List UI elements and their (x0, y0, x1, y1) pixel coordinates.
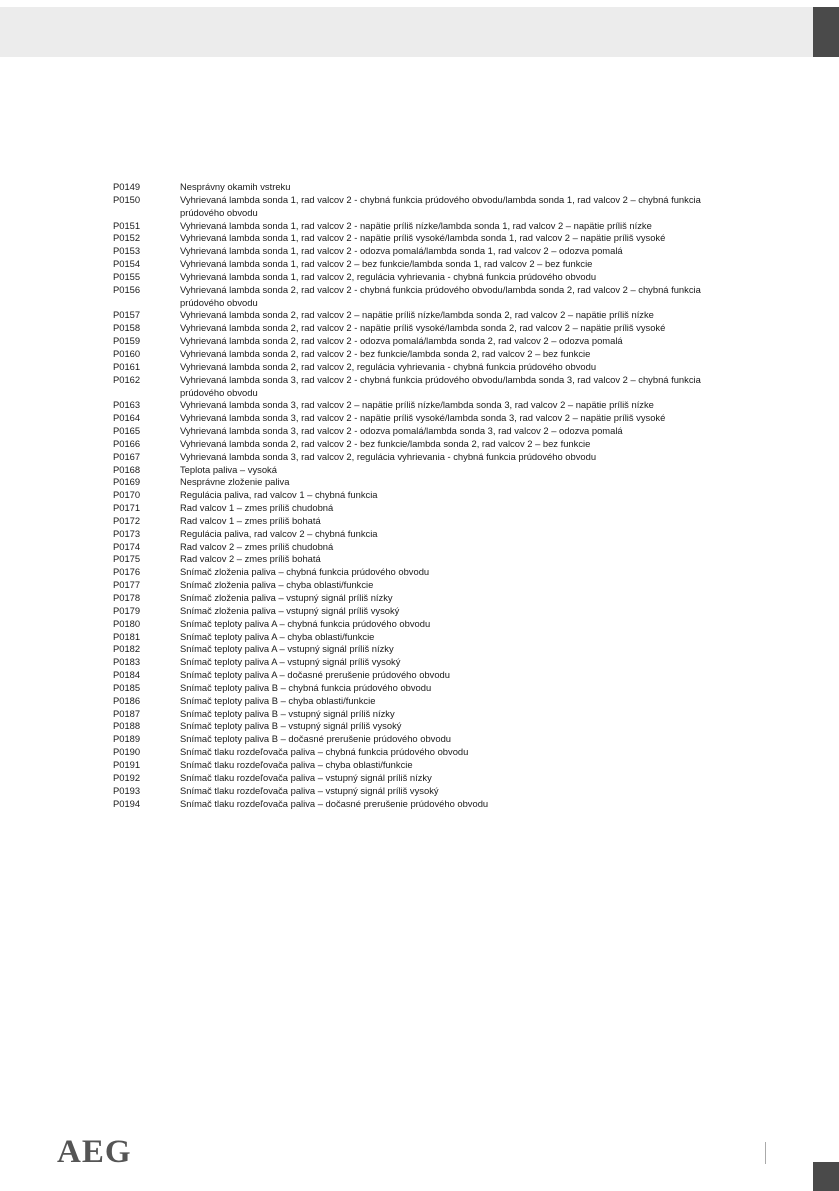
footer-divider (765, 1142, 766, 1164)
error-description: Vyhrievaná lambda sonda 1, rad valcov 2, regulácia vyhrievania - chybná funkcia prúdového obvodu (180, 270, 597, 282)
error-code: P0179 (113, 604, 141, 616)
code-row (113, 528, 743, 541)
error-description: Regulácia paliva, rad valcov 1 – chybná funkcia (180, 489, 378, 501)
error-description: Vyhrievaná lambda sonda 2, rad valcov 2 – napätie príliš nízke/lambda sonda 2, rad valcov 2 – napätie príliš nízke (180, 309, 654, 321)
code-row (113, 464, 743, 477)
error-code: P0194 (113, 797, 141, 809)
code-row (113, 322, 743, 335)
error-description: Snímač tlaku rozdeľovača paliva – vstupný signál príliš vysoký (180, 784, 439, 796)
error-description: Snímač tlaku rozdeľovača paliva – vstupný signál príliš nízky (180, 771, 432, 783)
error-description: Snímač zloženia paliva – vstupný signál príliš nízky (180, 592, 393, 603)
code-row (113, 695, 743, 708)
code-row (113, 284, 743, 310)
error-description: Vyhrievaná lambda sonda 3, rad valcov 2 - odozva pomalá/lambda sonda 3, rad valcov 2 – odozva pomalá (180, 425, 623, 437)
error-code: P0161 (113, 360, 141, 372)
code-row (113, 682, 743, 695)
code-row (113, 476, 743, 489)
error-description: Vyhrievaná lambda sonda 1, rad valcov 2 - napätie príliš nízke/lambda sonda 1, rad valcov 2 – napätie príliš nízke (180, 219, 652, 231)
error-code: P0183 (113, 656, 141, 668)
error-code: P0191 (113, 758, 141, 770)
code-row (113, 412, 743, 425)
error-code: P0184 (113, 669, 141, 681)
code-row (113, 309, 743, 322)
code-row (113, 181, 743, 194)
error-description: Vyhrievaná lambda sonda 1, rad valcov 2 - chybná funkcia prúdového obvodu/lambda sonda 1, rad valcov 2 – chybná funkcia prúdového obvodu (180, 193, 701, 218)
code-row (113, 631, 743, 644)
error-code: P0177 (113, 579, 141, 591)
error-description: Rad valcov 2 – zmes príliš bohatá (180, 553, 321, 565)
error-code: P0150 (113, 193, 141, 205)
code-row (113, 232, 743, 245)
error-description: Snímač teploty paliva B – dočasné prerušenie prúdového obvodu (180, 733, 452, 745)
error-code: P0159 (113, 335, 141, 347)
error-code: P0186 (113, 694, 141, 706)
error-code: P0158 (113, 322, 141, 334)
code-row (113, 746, 743, 759)
error-code: P0155 (113, 270, 141, 282)
error-code: P0170 (113, 489, 141, 501)
error-code: P0149 (113, 181, 141, 192)
error-description: Snímač tlaku rozdeľovača paliva – dočasné prerušenie prúdového obvodu (180, 797, 489, 809)
error-code: P0187 (113, 707, 141, 719)
code-row (113, 541, 743, 554)
code-row (113, 605, 743, 618)
error-code: P0178 (113, 592, 141, 603)
code-row (113, 425, 743, 438)
error-code: P0174 (113, 540, 141, 552)
code-row (113, 451, 743, 464)
error-description: Vyhrievaná lambda sonda 3, rad valcov 2, regulácia vyhrievania - chybná funkcia prúdového obvodu (180, 450, 597, 462)
code-row (113, 656, 743, 669)
error-code: P0181 (113, 630, 141, 642)
error-description: Vyhrievaná lambda sonda 2, rad valcov 2 - bez funkcie/lambda sonda 2, rad valcov 2 – bez funkcie (180, 437, 591, 449)
code-row (113, 553, 743, 566)
error-code: P0182 (113, 643, 141, 655)
error-description: Vyhrievaná lambda sonda 2, rad valcov 2 - bez funkcie/lambda sonda 2, rad valcov 2 – bez funkcie (180, 347, 591, 359)
error-description: Snímač teploty paliva A – chyba oblasti/funkcie (180, 630, 375, 642)
error-description: Vyhrievaná lambda sonda 2, rad valcov 2 - chybná funkcia prúdového obvodu/lambda sonda 2, rad valcov 2 – chybná funkcia prúdového obvodu (180, 283, 701, 308)
error-description: Snímač zloženia paliva – vstupný signál príliš vysoký (180, 604, 400, 616)
code-row (113, 194, 743, 220)
code-row (113, 798, 743, 811)
code-row (113, 785, 743, 798)
error-code: P0160 (113, 347, 141, 359)
corner-tab-bottom (813, 1162, 839, 1191)
error-description: Snímač teploty paliva B – chybná funkcia prúdového obvodu (180, 681, 432, 693)
error-code: P0180 (113, 617, 141, 629)
error-code: P0156 (113, 283, 141, 295)
error-code: P0189 (113, 733, 141, 745)
code-row (113, 618, 743, 631)
error-code: P0152 (113, 232, 141, 244)
error-description: Vyhrievaná lambda sonda 3, rad valcov 2 - napätie príliš vysoké/lambda sonda 3, rad valcov 2 – napätie príliš vysoké (180, 412, 666, 424)
code-row (113, 720, 743, 733)
error-description: Vyhrievaná lambda sonda 1, rad valcov 2 - napätie príliš vysoké/lambda sonda 1, rad valcov 2 – napätie príliš vysoké (180, 232, 666, 244)
error-code: P0157 (113, 309, 141, 321)
code-row (113, 258, 743, 271)
error-description: Regulácia paliva, rad valcov 2 – chybná funkcia (180, 527, 378, 539)
error-description: Teplota paliva – vysoká (180, 463, 277, 475)
error-description: Nesprávny okamih vstreku (180, 181, 291, 192)
code-row (113, 708, 743, 721)
code-row (113, 489, 743, 502)
error-code: P0173 (113, 527, 141, 539)
error-code: P0165 (113, 425, 141, 437)
error-description: Snímač zloženia paliva – chybná funkcia prúdového obvodu (180, 566, 430, 578)
code-row (113, 566, 743, 579)
code-row (113, 335, 743, 348)
code-row (113, 348, 743, 361)
error-description: Snímač teploty paliva A – chybná funkcia prúdového obvodu (180, 617, 431, 629)
error-code: P0164 (113, 412, 141, 424)
error-code: P0151 (113, 219, 141, 231)
error-code: P0169 (113, 476, 141, 488)
error-description: Snímač tlaku rozdeľovača paliva – chyba oblasti/funkcie (180, 758, 413, 770)
error-description: Vyhrievaná lambda sonda 2, rad valcov 2 - odozva pomalá/lambda sonda 2, rad valcov 2 – odozva pomalá (180, 335, 623, 347)
header-band (0, 7, 813, 57)
error-description: Nesprávne zloženie paliva (180, 476, 290, 488)
error-description: Snímač teploty paliva A – dočasné prerušenie prúdového obvodu (180, 669, 450, 681)
error-description: Vyhrievaná lambda sonda 3, rad valcov 2 - chybná funkcia prúdového obvodu/lambda sonda 3, rad valcov 2 – chybná funkcia prúdového obvodu (180, 373, 701, 398)
error-description: Snímač tlaku rozdeľovača paliva – chybná funkcia prúdového obvodu (180, 746, 469, 758)
error-code: P0193 (113, 784, 141, 796)
code-row (113, 271, 743, 284)
error-code-list (113, 181, 743, 810)
error-code: P0163 (113, 399, 141, 411)
code-row (113, 733, 743, 746)
error-code: P0153 (113, 245, 141, 257)
error-code: P0166 (113, 437, 141, 449)
error-code: P0168 (113, 463, 141, 475)
code-row (113, 515, 743, 528)
code-row (113, 592, 743, 605)
error-description: Snímač teploty paliva A – vstupný signál príliš vysoký (180, 656, 401, 668)
error-code: P0190 (113, 746, 141, 758)
error-description: Vyhrievaná lambda sonda 1, rad valcov 2 - odozva pomalá/lambda sonda 1, rad valcov 2 – odozva pomalá (180, 245, 623, 257)
error-description: Snímač teploty paliva B – chyba oblasti/funkcie (180, 694, 376, 706)
aeg-logo: AEG (57, 1134, 132, 1170)
error-code: P0185 (113, 681, 141, 693)
code-row (113, 579, 743, 592)
error-code: P0192 (113, 771, 141, 783)
code-row (113, 502, 743, 515)
error-code: P0154 (113, 258, 141, 270)
code-row (113, 772, 743, 785)
error-description: Vyhrievaná lambda sonda 2, rad valcov 2, regulácia vyhrievania - chybná funkcia prúdového obvodu (180, 360, 597, 372)
error-description: Vyhrievaná lambda sonda 1, rad valcov 2 – bez funkcie/lambda sonda 1, rad valcov 2 – bez funkcie (180, 258, 593, 270)
error-code: P0167 (113, 450, 141, 462)
code-row (113, 669, 743, 682)
error-description: Rad valcov 2 – zmes príliš chudobná (180, 540, 334, 552)
error-description: Vyhrievaná lambda sonda 2, rad valcov 2 - napätie príliš vysoké/lambda sonda 2, rad valcov 2 – napätie príliš vysoké (180, 322, 666, 334)
error-description: Rad valcov 1 – zmes príliš bohatá (180, 514, 321, 526)
error-description: Snímač teploty paliva B – vstupný signál príliš nízky (180, 707, 395, 719)
code-row (113, 643, 743, 656)
code-row (113, 759, 743, 772)
error-code: P0172 (113, 514, 141, 526)
error-description: Vyhrievaná lambda sonda 3, rad valcov 2 – napätie príliš nízke/lambda sonda 3, rad valcov 2 – napätie príliš nízke (180, 399, 654, 411)
corner-tab-top (813, 7, 839, 57)
code-row (113, 399, 743, 412)
error-code: P0188 (113, 720, 141, 732)
error-description: Snímač zloženia paliva – chyba oblasti/funkcie (180, 579, 374, 591)
error-code: P0175 (113, 553, 141, 565)
error-code: P0176 (113, 566, 141, 578)
code-row (113, 374, 743, 400)
error-code: P0162 (113, 373, 141, 385)
error-description: Snímač teploty paliva A – vstupný signál príliš nízky (180, 643, 394, 655)
error-description: Rad valcov 1 – zmes príliš chudobná (180, 502, 334, 514)
error-description: Snímač teploty paliva B – vstupný signál príliš vysoký (180, 720, 402, 732)
code-row (113, 361, 743, 374)
error-code: P0171 (113, 502, 141, 514)
code-row (113, 220, 743, 233)
code-row (113, 245, 743, 258)
code-row (113, 438, 743, 451)
